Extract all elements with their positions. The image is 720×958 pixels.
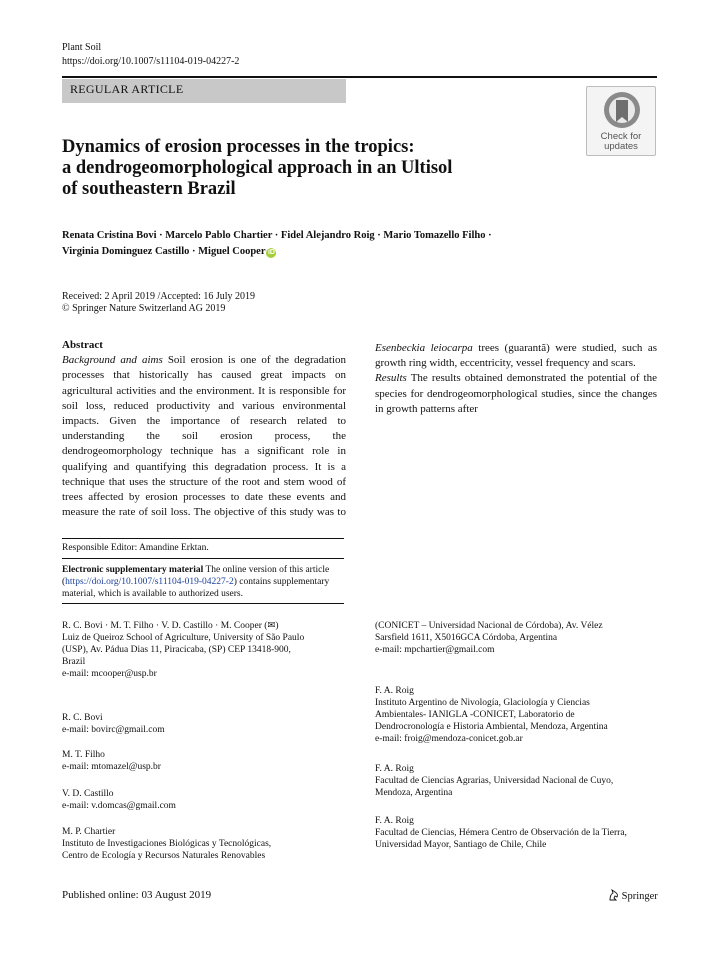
- address-block: [375, 620, 603, 656]
- author-line: Virginia Dominguez Castillo · Miguel Cooper: [62, 246, 266, 257]
- address-line: Centro de Ecología y Recursos Naturales Renovables: [62, 851, 266, 861]
- address-block: [62, 749, 161, 773]
- journal-name: Plant Soil: [62, 42, 102, 53]
- copyright-line: © Springer Nature Switzerland AG 2019: [62, 303, 226, 314]
- address-line: F. A. Roig: [375, 764, 414, 774]
- address-line: Brazil: [62, 657, 86, 667]
- check-for-label: Check for: [600, 131, 642, 142]
- address-line: (USP), Av. Pádua Dias 11, Piracicaba, (SP) CEP 13418-900,: [62, 645, 291, 655]
- address-block: [62, 826, 271, 862]
- address-line: F. A. Roig: [375, 686, 414, 696]
- author-line: Renata Cristina Bovi · Marcelo Pablo Chartier · Fidel Alejandro Roig · Mario Tomazello Filho ·: [62, 230, 492, 241]
- publisher-name: Springer: [621, 891, 658, 902]
- author-list: [62, 228, 662, 260]
- orcid-icon[interactable]: iD: [267, 249, 275, 256]
- address-block: [375, 763, 613, 799]
- email-line: e-mail: mcooper@usp.br: [62, 669, 157, 679]
- title-line: of southeastern Brazil: [62, 179, 236, 199]
- article-dates: [62, 291, 255, 315]
- address-block: [375, 685, 608, 745]
- address-block: [375, 815, 627, 851]
- springer-logo: [608, 889, 658, 902]
- title-line: Dynamics of erosion processes in the tropics:: [62, 137, 415, 157]
- address-block: [62, 620, 304, 680]
- check-for-updates-badge[interactable]: [586, 86, 656, 156]
- address-block: [62, 788, 176, 812]
- article-type-banner: REGULAR ARTICLE: [62, 79, 346, 103]
- address-line: Ambientales- IANIGLA -CONICET, Laboratorio de: [375, 710, 575, 720]
- abstract-methods: Esenbeckia leiocarpa trees (guarantã) were studied, such as growth ring width, eccentricity, vessel frequency and scars.: [375, 342, 657, 370]
- abstract-column-left: [62, 338, 346, 518]
- header-rule: [62, 76, 657, 78]
- address-line: R. C. Bovi: [62, 713, 103, 723]
- published-online: Published online: 03 August 2019: [62, 889, 212, 901]
- abstract-results: Results The results obtained demonstrated the potential of the species for dendrogeomorphological studies, since the changes in growth patterns after: [375, 372, 657, 415]
- bookmark-icon: [602, 90, 642, 132]
- esm-link[interactable]: https://doi.org/10.1007/s11104-019-04227-2: [65, 577, 234, 587]
- address-line: M. P. Chartier: [62, 827, 116, 837]
- address-line: Instituto Argentino de Nivología, Glaciología y Ciencias: [375, 698, 590, 708]
- address-line: Facultad de Ciencias Agrarias, Universidad Nacional de Cuyo,: [375, 776, 614, 786]
- abstract-column-right: [375, 340, 657, 520]
- footnote-rule: [62, 603, 344, 604]
- email-line: e-mail: mpchartier@gmail.com: [375, 645, 495, 655]
- address-line: V. D. Castillo: [62, 789, 114, 799]
- address-line: (CONICET – Universidad Nacional de Córdoba), Av. Vélez: [375, 621, 603, 631]
- address-line: M. T. Filho: [62, 750, 105, 760]
- abstract-continuation: [375, 340, 657, 417]
- address-line: Facultad de Ciencias, Hémera Centro de Observación de la Tierra,: [375, 828, 627, 838]
- address-line: Mendoza, Argentina: [375, 788, 453, 798]
- abstract-background: Background and aims Soil erosion is one of the degradation processes that historically has caused great impacts on agricultural activities and the environment. It is responsible for soil loss, reduced productivity and various environmental impacts. Given the importance of research related to understanding the soil erosion process, the dendrogeomorphology technique has a significant role in qualifying and quantifying this degradation process. It is a technique that uses the structure of the root and stem wood of trees affected by erosion processes to date these events and measure the rate of soil loss. The objective of this study was to: [62, 354, 346, 518]
- address-block: [62, 712, 165, 736]
- received-accepted: Received: 2 April 2019 /Accepted: 16 July 2019: [62, 291, 256, 302]
- address-line: F. A. Roig: [375, 816, 414, 826]
- email-line: e-mail: mtomazel@usp.br: [62, 762, 161, 772]
- footnote-rule: [62, 538, 344, 539]
- email-line: e-mail: v.domcas@gmail.com: [62, 801, 176, 811]
- springer-horse-icon: [608, 889, 619, 901]
- address-line: Luiz de Queiroz School of Agriculture, University of São Paulo: [62, 633, 305, 643]
- address-line: Universidad Mayor, Santiago de Chile, Chile: [375, 840, 547, 850]
- updates-label: updates: [604, 141, 638, 152]
- doi-link[interactable]: https://doi.org/10.1007/s11104-019-04227-2: [62, 56, 240, 67]
- responsible-editor: Responsible Editor: Amandine Erktan.: [62, 543, 209, 553]
- address-line: Dendrocronología e Historia Ambiental, Mendoza, Argentina: [375, 722, 608, 732]
- abstract-heading: Abstract: [62, 339, 103, 351]
- title-line: a dendrogeomorphological approach in an Ultisol: [62, 158, 453, 178]
- address-line: Instituto de Investigaciones Biológicas y Tecnológicas,: [62, 839, 272, 849]
- email-line: e-mail: froig@mendoza-conicet.gob.ar: [375, 734, 523, 744]
- address-line: Sarsfield 1611, X5016GCA Córdoba, Argentina: [375, 633, 558, 643]
- footnote-rule: [62, 558, 344, 559]
- address-line: R. C. Bovi · M. T. Filho · V. D. Castillo · M. Cooper (✉): [62, 621, 279, 631]
- esm-note: Electronic supplementary material The online version of this article (https://doi.org/10.1007/s11104-019-04227-2) contains supplementary material, which is available to authorized users.: [62, 565, 330, 599]
- email-line: e-mail: bovirc@gmail.com: [62, 725, 165, 735]
- article-title: [62, 137, 532, 200]
